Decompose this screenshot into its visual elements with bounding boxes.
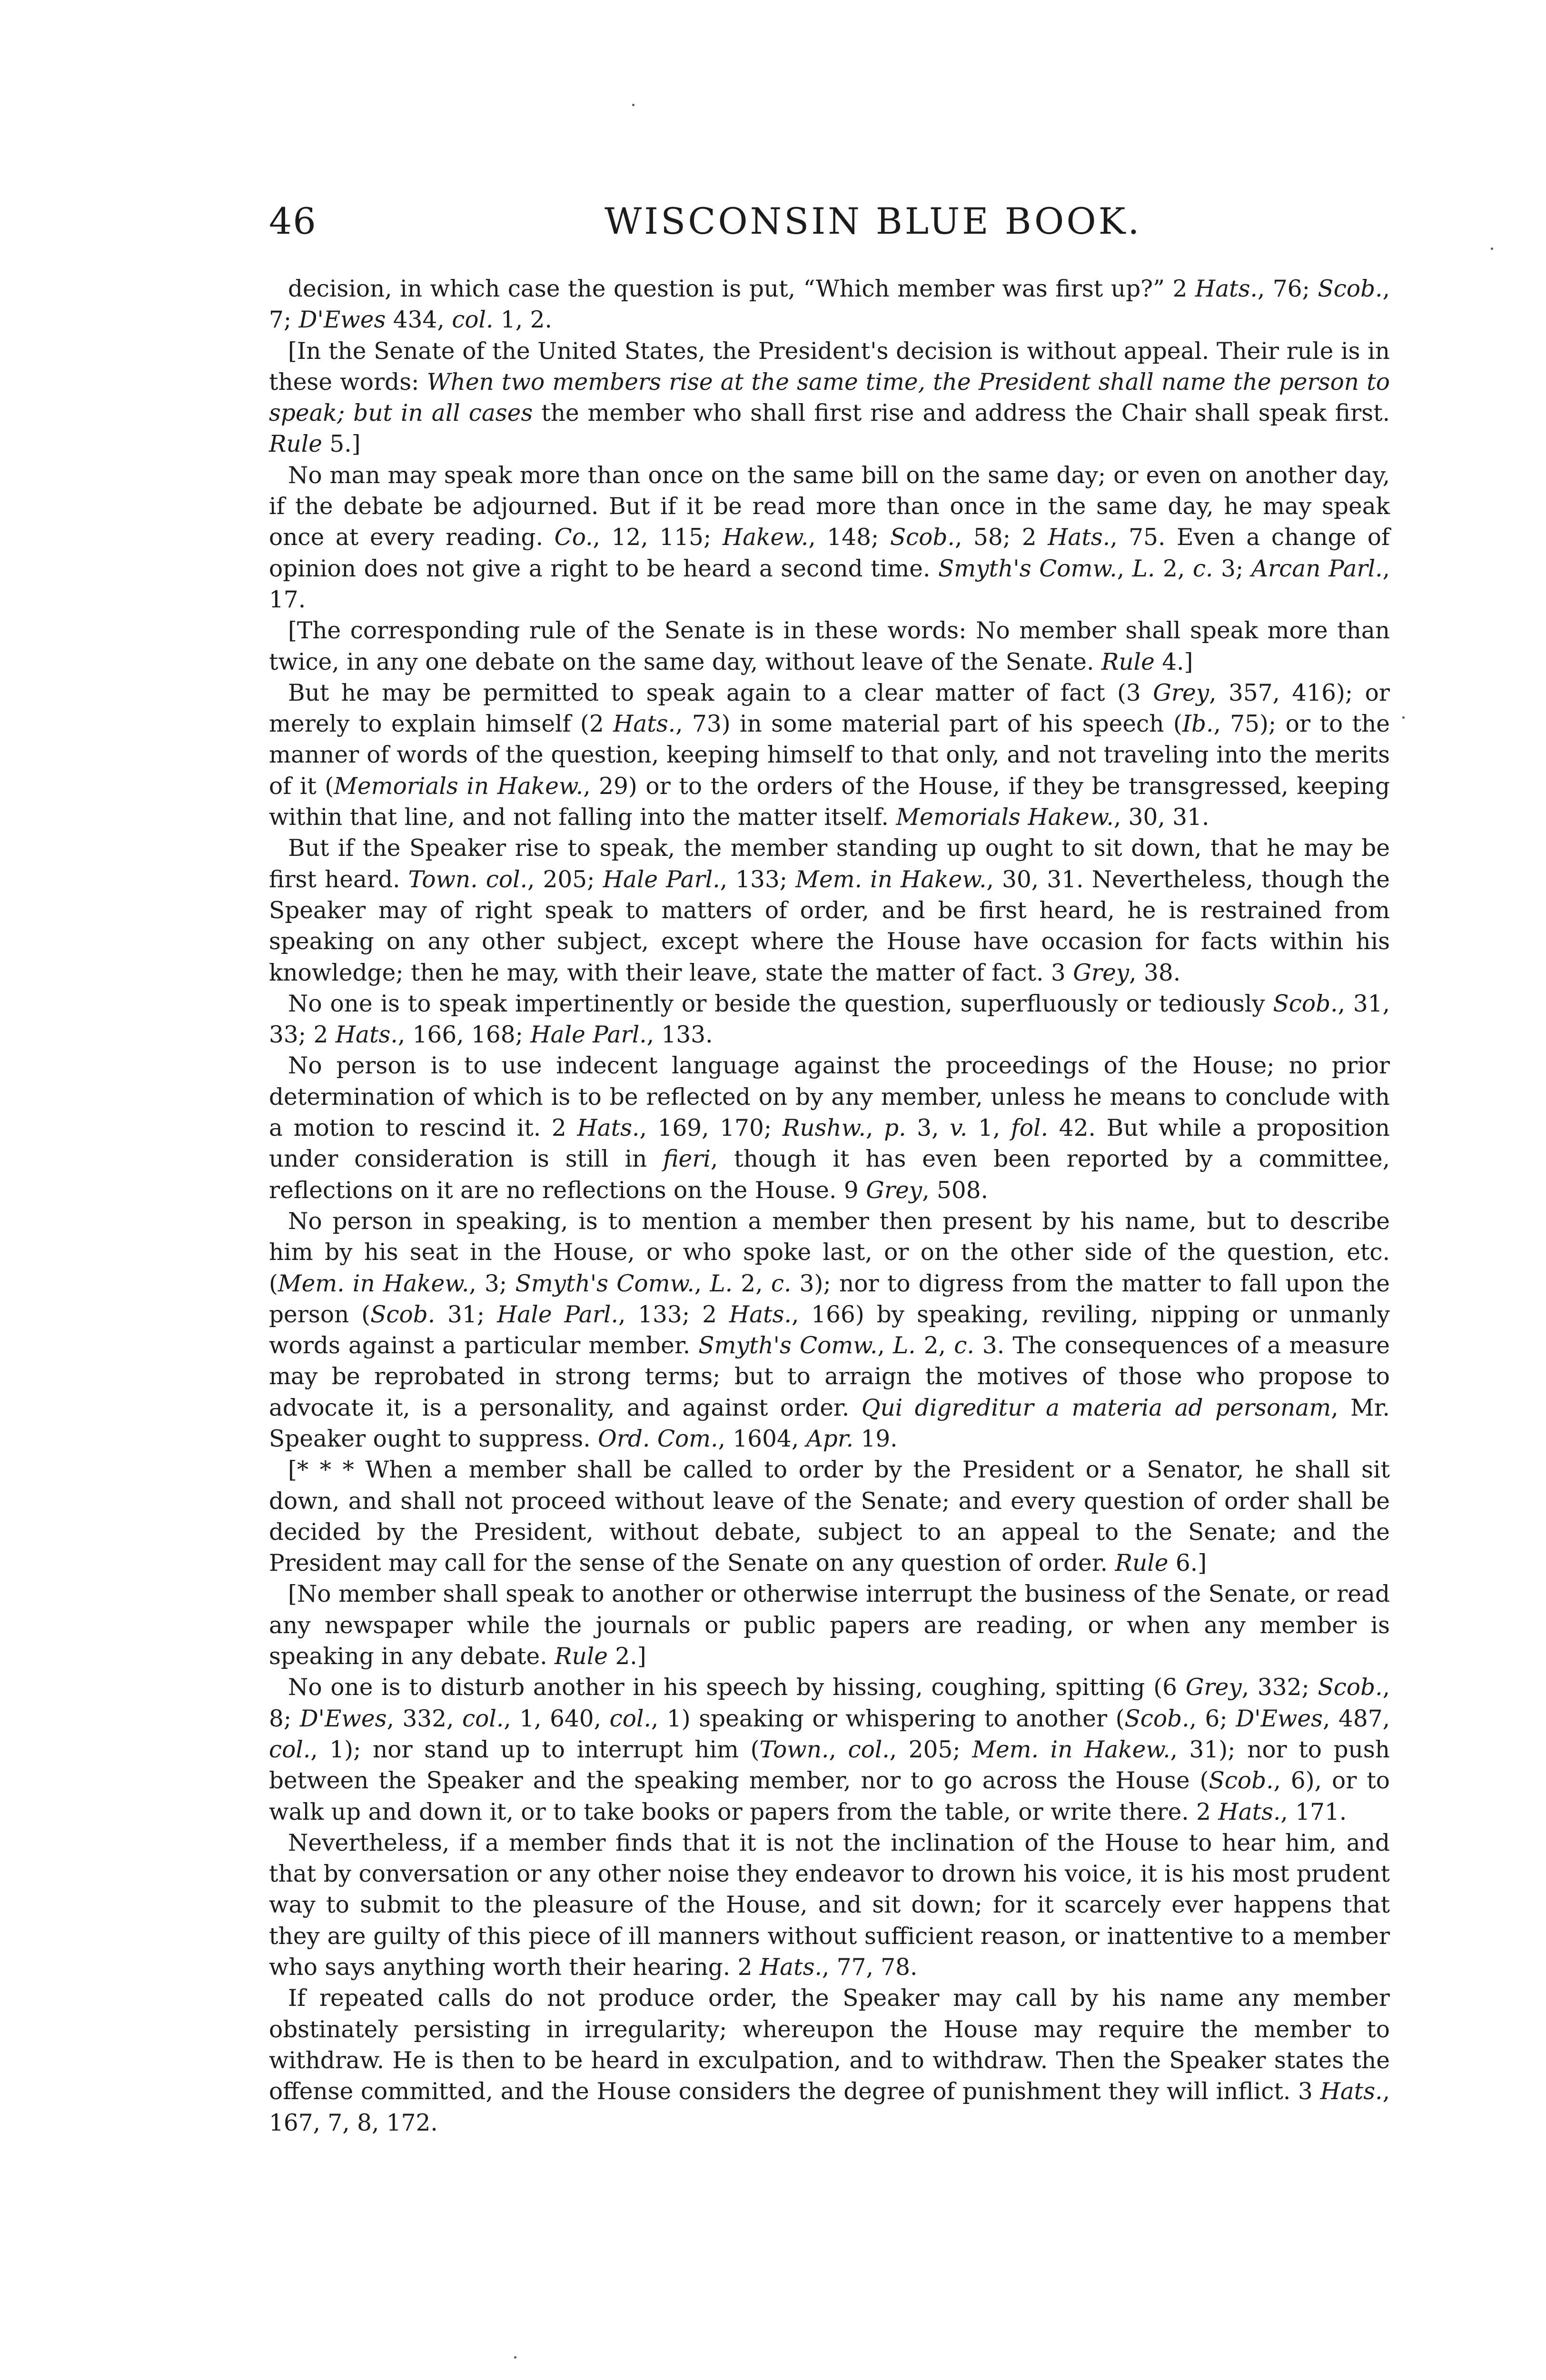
scan-speck	[1402, 716, 1405, 719]
paragraph: decision, in which case the question is put, “Which member was first up?” 2 Hats., 76; Scob., 7; D'Ewes 434, col. 1, 2.	[269, 276, 1390, 334]
paragraph: No one is to speak impertinently or beside the question, superfluously or tediously Scob., 31, 33; 2 Hats., 166, 168; Hale Parl., 133.	[269, 990, 1390, 1049]
paragraph: But if the Speaker rise to speak, the member standing up ought to sit down, that he may be first heard. Town. col., 205; Hale Parl., 133; Mem. in Hakew., 30, 31. Nevertheless, though the Speaker may of right speak to matters of order, and be first heard, he is restrained from speaking on any other subject, except where the House have occasion for facts within his knowledge; then he may, with their leave, state the matter of fact. 3 Grey, 38.	[269, 835, 1390, 986]
running-title: WISCONSIN BLUE BOOK.	[605, 200, 1142, 242]
paragraph: [In the Senate of the United States, the President's decision is without appeal. Their rule is in these words: When two members rise at the same time, the President shall name the person to speak; but in all cases the member who shall first rise and address the Chair shall speak first. Rule 5.]	[269, 337, 1390, 458]
page-header	[269, 200, 1390, 262]
paragraph: If repeated calls do not produce order, the Speaker may call by his name any member obstinately persisting in irregularity; whereupon the House may require the member to withdraw. He is then to be heard in exculpation, and to withdraw. Then the Speaker states the offense committed, and the House considers the degree of punishment they will inflict. 3 Hats., 167, 7, 8, 172.	[269, 1985, 1390, 2136]
paragraph: But he may be permitted to speak again to a clear matter of fact (3 Grey, 357, 416); or merely to explain himself (2 Hats., 73) in some material part of his speech (Ib., 75); or to the manner of words of the question, keeping himself to that only, and not traveling into the merits of it (Memorials in Hakew., 29) or to the orders of the House, if they be transgressed, keeping within that line, and not falling into the matter itself. Memorials Hakew., 30, 31.	[269, 679, 1390, 831]
paragraph: [* * * When a member shall be called to order by the President or a Senator, he shall sit down, and shall not proceed without leave of the Senate; and every question of order shall be decided by the President, without debate, subject to an appeal to the Senate; and the President may call for the sense of the Senate on any question of order. Rule 6.]	[269, 1457, 1390, 1577]
paragraph: No man may speak more than once on the same bill on the same day; or even on another day, if the debate be adjourned. But if it be read more than once in the same day, he may speak once at every reading. Co., 12, 115; Hakew., 148; Scob., 58; 2 Hats., 75. Even a change of opinion does not give a right to be heard a second time. Smyth's Comw., L. 2, c. 3; Arcan Parl., 17.	[269, 462, 1390, 613]
paragraph: Nevertheless, if a member finds that it is not the inclination of the House to hear him, and that by conversation or any other noise they endeavor to drown his voice, it is his most prudent way to submit to the pleasure of the House, and sit down; for it scarcely ever happens that they are guilty of this piece of ill manners without sufficient reason, or inattentive to a member who says anything worth their hearing. 2 Hats., 77, 78.	[269, 1829, 1390, 1981]
paragraph: No one is to disturb another in his speech by hissing, coughing, spitting (6 Grey, 332; Scob., 8; D'Ewes, 332, col., 1, 640, col., 1) speaking or whispering to another (Scob., 6; D'Ewes, 487, col., 1); nor stand up to interrupt him (Town., col., 205; Mem. in Hakew., 31); nor to push between the Speaker and the speaking member, nor to go across the House (Scob., 6), or to walk up and down it, or to take books or papers from the table, or write there. 2 Hats., 171.	[269, 1674, 1390, 1825]
page-number: 46	[269, 200, 317, 242]
paragraph: No person in speaking, is to mention a member then present by his name, but to describe him by his seat in the House, or who spoke last, or on the other side of the question, etc. (Mem. in Hakew., 3; Smyth's Comw., L. 2, c. 3); nor to digress from the matter to fall upon the person (Scob. 31; Hale Parl., 133; 2 Hats., 166) by speaking, reviling, nipping or unmanly words against a particular member. Smyth's Comw., L. 2, c. 3. The consequences of a measure may be reprobated in strong terms; but to arraign the motives of those who propose to advocate it, is a personality, and against order. Qui digreditur a materia ad personam, Mr. Speaker ought to suppress. Ord. Com., 1604, Apr. 19.	[269, 1208, 1390, 1452]
scan-speck	[1491, 248, 1493, 250]
paragraph: [No member shall speak to another or otherwise interrupt the business of the Senate, or read any newspaper while the journals or public papers are reading, or when any member is speaking in any debate. Rule 2.]	[269, 1581, 1390, 1670]
scan-speck	[632, 104, 634, 106]
paragraph: No person is to use indecent language against the proceedings of the House; no prior determination of which is to be reflected on by any member, unless he means to conclude with a motion to rescind it. 2 Hats., 169, 170; Rushw., p. 3, v. 1, fol. 42. But while a proposition under consideration is still in fieri, though it has even been reported by a committee, reflections on it are no reflections on the House. 9 Grey, 508.	[269, 1052, 1390, 1204]
paragraph: [The corresponding rule of the Senate is in these words: No member shall speak more than twice, in any one debate on the same day, without leave of the Senate. Rule 4.]	[269, 617, 1390, 675]
scan-speck	[514, 2356, 516, 2359]
body-text	[269, 274, 1390, 2139]
